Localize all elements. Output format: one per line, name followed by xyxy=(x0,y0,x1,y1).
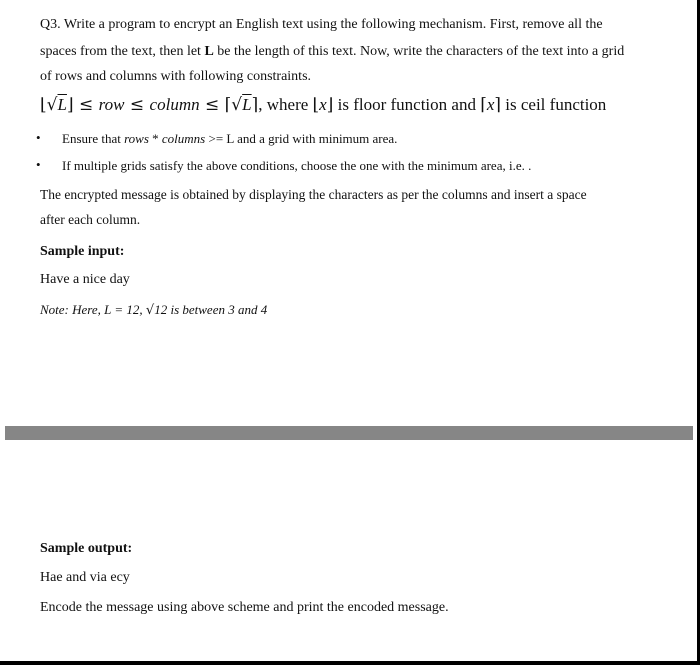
sqrt-symbol: √ xyxy=(46,95,58,115)
floor-close-symbol: ⌋ xyxy=(66,95,74,115)
leq-symbol-3: ≤ xyxy=(199,95,225,115)
sample-output-label: Sample output: xyxy=(40,541,133,556)
bullet-1-end: >= L and a grid with minimum area. xyxy=(205,131,398,146)
floor-description: is floor function and xyxy=(333,95,481,114)
formula-L-2: L xyxy=(242,95,252,114)
formula-row: row xyxy=(98,95,125,114)
bullet-icon-2: • xyxy=(36,157,41,172)
bullet-icon: • xyxy=(36,130,41,145)
ceil-open-symbol: ⌈ xyxy=(224,95,232,115)
formula-x: x xyxy=(319,95,327,114)
question-line-2 xyxy=(40,43,624,60)
floor-open-symbol-2: ⌊ xyxy=(312,95,320,115)
sample-input-text: Have a nice day xyxy=(40,272,130,287)
formula-column: column xyxy=(149,95,200,114)
ceil-close-symbol: ⌉ xyxy=(251,95,259,115)
question-line-2-start: spaces from the text, then let xyxy=(40,44,205,59)
question-line-1: Q3. Write a program to encrypt an English text using the following mechanism. First, remove all the xyxy=(40,17,603,32)
question-line-2-end: be the length of this text. Now, write the characters of the text into a grid xyxy=(213,44,625,59)
encrypted-description-line-2: after each column. xyxy=(40,212,141,227)
divider-band xyxy=(5,426,693,440)
ceil-open-symbol-2: ⌈ xyxy=(480,95,487,115)
sample-output-text: Hae and via ecy xyxy=(40,570,130,585)
constraint-formula xyxy=(40,94,606,116)
bullet-1-star: * xyxy=(148,131,162,146)
encode-instruction: Encode the message using above scheme and print the encoded message. xyxy=(40,600,449,615)
floor-close-symbol-2: ⌋ xyxy=(326,95,334,115)
formula-L: L xyxy=(57,95,67,114)
ceil-description: is ceil function xyxy=(501,95,607,114)
bullet-item-area xyxy=(62,131,397,147)
formula-where: , where xyxy=(258,95,313,114)
sqrt-symbol-2: √ xyxy=(231,95,243,115)
question-line-3: of rows and columns with following constraints. xyxy=(40,69,312,84)
sample-input-note xyxy=(40,301,267,319)
bullet-item-multiple-grids: If multiple grids satisfy the above conditions, choose the one with the minimum area, i.e. . xyxy=(62,158,532,173)
length-variable: L xyxy=(204,44,214,59)
floor-open-symbol: ⌊ xyxy=(40,95,47,115)
leq-symbol-2: ≤ xyxy=(124,95,150,115)
encrypted-description-line-1: The encrypted message is obtained by displaying the characters as per the columns and insert a space xyxy=(40,187,587,202)
ceil-close-symbol-2: ⌉ xyxy=(494,95,502,115)
bullet-1-start: Ensure that xyxy=(62,131,125,146)
bullet-1-rows: rows xyxy=(124,131,149,146)
leq-symbol: ≤ xyxy=(73,95,99,115)
formula-x-2: x xyxy=(486,95,495,114)
note-end: 12 is between 3 and 4 xyxy=(154,302,268,317)
sample-input-label: Sample input: xyxy=(40,244,125,259)
note-sqrt-symbol: √ xyxy=(145,303,155,318)
note-start: Note: Here, L = 12, xyxy=(40,302,146,317)
bullet-1-columns: columns xyxy=(161,131,206,146)
